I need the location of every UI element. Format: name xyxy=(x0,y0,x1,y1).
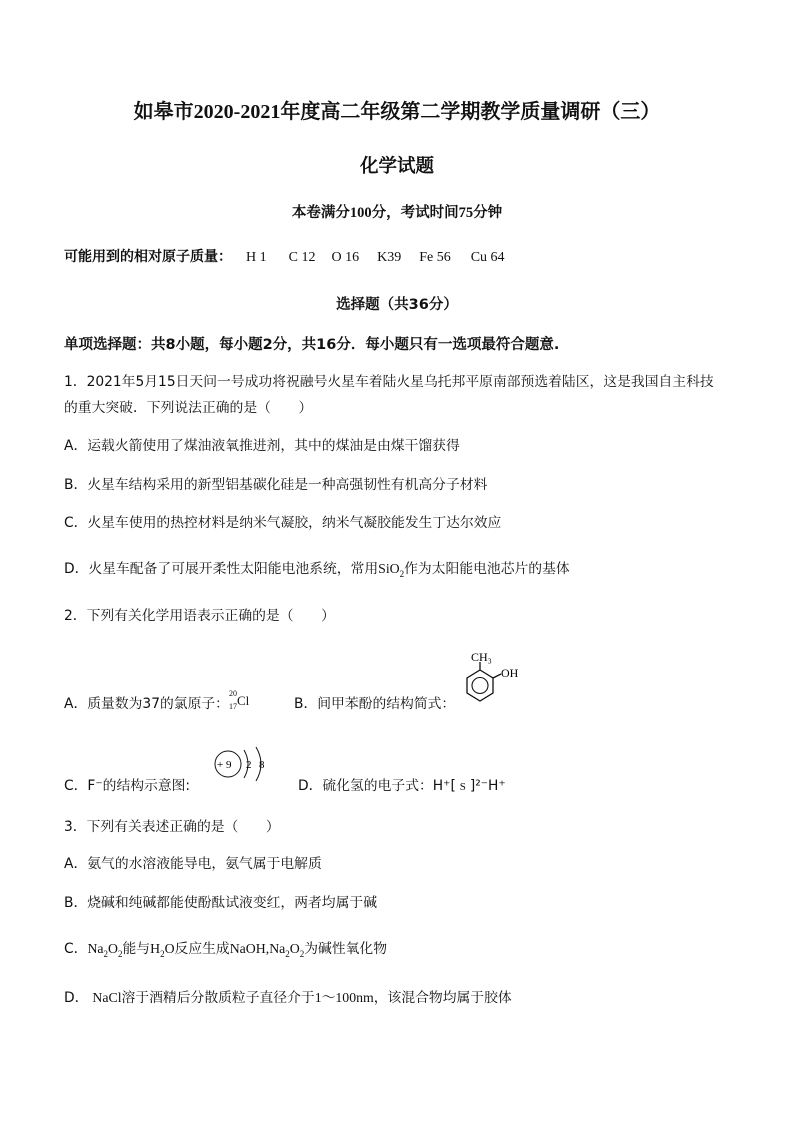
formula-sio2-sub: 2 xyxy=(399,568,405,579)
formula-sio2-main: SiO xyxy=(378,561,400,576)
q1-option-a: A．运载火箭使用了煤油液氧推进剂，其中的煤油是由煤干馏获得 xyxy=(64,438,460,454)
q3-option-d-label: D． xyxy=(64,990,89,1006)
isotope-mass-number: 20 xyxy=(228,689,237,698)
formula-na2o2 xyxy=(87,941,123,959)
f-sub: 2 xyxy=(285,948,290,959)
q1-option-c: C．火星车使用的热控材料是纳米气凝胶，纳米气凝胶能发生丁达尔效应 xyxy=(64,515,502,531)
q1-option-d xyxy=(64,557,570,579)
q3-option-d-text-end: ，该混合物均属于胶体 xyxy=(373,990,512,1006)
q3-option-c-label: C． xyxy=(64,941,88,957)
q2-option-a xyxy=(64,689,251,712)
q2-option-b: B．间甲苯酚的结构简式： xyxy=(294,696,456,712)
section-title: 选择题（共36分） xyxy=(336,297,458,313)
mass-item: C 12 xyxy=(288,250,316,265)
exam-title: 如皋市2020-2021年度高二年级第二学期教学质量调研（三） xyxy=(133,101,661,123)
mass-item: K39 xyxy=(377,250,402,265)
q1-option-d-text: D．火星车配备了可展开柔性太阳能电池系统，常用 xyxy=(64,561,379,577)
isotope-element: Cl xyxy=(236,693,250,708)
oh-label: OH xyxy=(501,666,519,680)
atomic-masses xyxy=(64,246,505,266)
q2-option-d-text: D．硫化氢的电子式：H⁺[ xyxy=(298,778,456,794)
f-part: O xyxy=(289,941,300,956)
chlorine-isotope-symbol xyxy=(228,689,251,711)
f-sub: 2 xyxy=(160,948,165,959)
cresol-structure-icon xyxy=(458,652,528,712)
f-part: O xyxy=(164,941,175,956)
section-instruction: 单项选择题：共8小题，每小题2分，共16分．每小题只有一选项最符合题意. xyxy=(64,337,560,353)
size-range: 1～100nm xyxy=(314,990,374,1005)
shell1-electrons: 2 xyxy=(246,759,252,771)
q1-stem-line1: 1．2021年5月15日天问一号成功将祝融号火星车着陆火星乌托邦平原南部预选着陆区，这是我国自主科技 xyxy=(64,374,714,390)
q3-option-b: B．烧碱和纯碱都能使酚酞试液变红，两者均属于碱 xyxy=(64,895,377,911)
f-sub: 2 xyxy=(299,948,305,959)
f-part: H xyxy=(150,941,161,956)
f-sub: 2 xyxy=(118,948,123,959)
nucleus-charge: + 9 xyxy=(217,759,232,771)
f-part: Na xyxy=(87,941,104,956)
subject-title: 化学试题 xyxy=(359,156,434,177)
q3-option-d xyxy=(64,986,512,1006)
formula-h2o xyxy=(150,941,175,959)
q3-option-c-text: 反应生成 xyxy=(174,941,230,957)
q2-option-c: C．F⁻的结构示意图: xyxy=(64,778,191,794)
q3-stem: 3．下列有关表述正确的是（ ） xyxy=(64,819,280,835)
q1-option-b: B．火星车结构采用的新型铝基碳化硅是一种高强韧性有机高分子材料 xyxy=(64,477,488,493)
f-part: O xyxy=(108,941,118,956)
fluoride-ion-diagram-icon xyxy=(211,744,281,784)
f-part: Na xyxy=(269,941,286,956)
q3-option-d-text: 溶于酒精后分散质粒子直径介于 xyxy=(121,990,315,1006)
q1-stem-line2: 的重大突破．下列说法正确的是（ ） xyxy=(64,400,313,416)
isotope-atomic-number: 17 xyxy=(228,702,237,711)
formula-naoh: NaOH xyxy=(229,941,266,956)
q2-option-d xyxy=(298,774,506,794)
mass-item: O 16 xyxy=(331,250,360,265)
f-sub: 2 xyxy=(103,948,109,959)
sulfur-electron-dots xyxy=(456,781,470,793)
q2-stem: 2．下列有关化学用语表示正确的是（ ） xyxy=(64,608,335,624)
q2-option-a-text: A．质量数为37的氯原子： xyxy=(64,696,229,712)
shell2-electrons: 8 xyxy=(259,759,265,771)
mass-item: H 1 xyxy=(246,250,267,265)
exam-info: 本卷满分100分，考试时间75分钟 xyxy=(291,205,503,221)
ch3-label: CH₃ xyxy=(471,650,492,664)
q3-option-c-text-end: 为碱性氧化物 xyxy=(304,941,388,957)
formula-sio2 xyxy=(378,561,405,579)
atomic-masses-label: 可能用到的相对原子质量： xyxy=(64,249,232,265)
comma: , xyxy=(265,941,270,956)
formula-na2o2-2 xyxy=(269,941,305,959)
q3-option-c-text: 能与 xyxy=(122,941,151,957)
sulfur-symbol: S xyxy=(459,781,466,793)
q3-option-c xyxy=(64,937,387,959)
mass-item: Cu 64 xyxy=(470,250,505,265)
mass-item: Fe 56 xyxy=(419,250,451,265)
q2-option-d-end: ]²⁻H⁺ xyxy=(469,778,506,794)
formula-nacl: NaCl xyxy=(92,990,122,1005)
q3-option-a: A．氨气的水溶液能导电，氨气属于电解质 xyxy=(64,856,322,872)
q1-option-d-text-end: 作为太阳能电池芯片的基体 xyxy=(404,561,570,577)
